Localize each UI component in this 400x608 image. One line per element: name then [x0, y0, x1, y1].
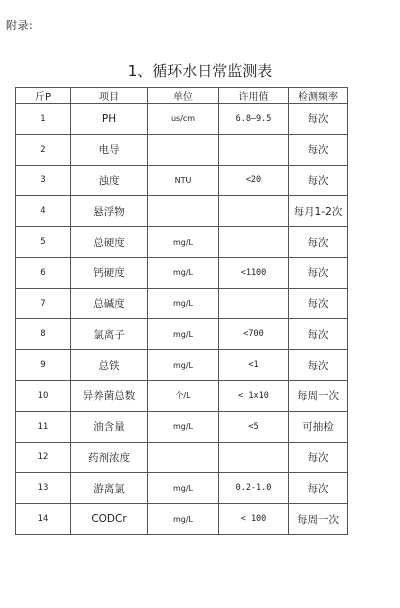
cell-allowed-value: <700	[219, 319, 289, 350]
cell-allowed-value	[219, 196, 289, 227]
cell-item: PH	[71, 104, 148, 135]
cell-index: 7	[16, 288, 71, 319]
cell-unit	[148, 196, 219, 227]
table-row	[16, 165, 348, 196]
cell-index: 4	[16, 196, 71, 227]
cell-item: 钙硬度	[71, 257, 148, 288]
table-row	[16, 381, 348, 412]
cell-unit	[148, 134, 219, 165]
cell-unit: mg/L	[148, 350, 219, 381]
cell-index: 6	[16, 257, 71, 288]
table-title: 1、循环水日常监测表	[127, 62, 273, 80]
cell-frequency: 每次	[289, 227, 348, 258]
cell-unit: mg/L	[148, 504, 219, 535]
appendix-label: 附录:	[6, 19, 34, 32]
cell-item: 游离氯	[71, 473, 148, 504]
cell-allowed-value: 0.2-1.0	[219, 473, 289, 504]
cell-item: CODCr	[71, 504, 148, 535]
header-frequency: 检测频率	[289, 88, 348, 104]
cell-allowed-value: <1100	[219, 257, 289, 288]
cell-unit: mg/L	[148, 411, 219, 442]
table-row	[16, 319, 348, 350]
cell-unit: mg/L	[148, 227, 219, 258]
cell-index: 3	[16, 165, 71, 196]
cell-index: 1	[16, 104, 71, 135]
cell-item: 总铁	[71, 350, 148, 381]
cell-frequency: 每次	[289, 473, 348, 504]
table-row	[16, 257, 348, 288]
cell-item: 浊度	[71, 165, 148, 196]
table-row	[16, 134, 348, 165]
cell-frequency: 每周一次	[289, 504, 348, 535]
cell-index: 13	[16, 473, 71, 504]
cell-unit: us/cm	[148, 104, 219, 135]
table-row	[16, 288, 348, 319]
cell-index: 12	[16, 442, 71, 473]
cell-allowed-value: <1	[219, 350, 289, 381]
cell-item: 总硬度	[71, 227, 148, 258]
cell-frequency: 每月1-2次	[289, 196, 348, 227]
cell-frequency: 每次	[289, 165, 348, 196]
cell-index: 14	[16, 504, 71, 535]
cell-item: 药剂浓度	[71, 442, 148, 473]
header-item: 项目	[71, 88, 148, 104]
cell-frequency: 可抽检	[289, 411, 348, 442]
header-index: 斤P	[16, 88, 71, 104]
cell-frequency: 每周一次	[289, 381, 348, 412]
table-row	[16, 411, 348, 442]
cell-allowed-value: 6.8—9.5	[219, 104, 289, 135]
table-header-row	[16, 88, 348, 104]
cell-index: 9	[16, 350, 71, 381]
cell-unit: 个/L	[148, 381, 219, 412]
header-allowed-value: 许用值	[219, 88, 289, 104]
cell-unit: mg/L	[148, 257, 219, 288]
cell-index: 11	[16, 411, 71, 442]
table-row	[16, 350, 348, 381]
cell-frequency: 每次	[289, 319, 348, 350]
cell-allowed-value	[219, 134, 289, 165]
cell-item: 油含量	[71, 411, 148, 442]
cell-frequency: 每次	[289, 257, 348, 288]
cell-allowed-value: <5	[219, 411, 289, 442]
cell-frequency: 每次	[289, 134, 348, 165]
cell-allowed-value: < 1x10	[219, 381, 289, 412]
cell-allowed-value: < 100	[219, 504, 289, 535]
cell-unit: NTU	[148, 165, 219, 196]
table-row	[16, 504, 348, 535]
cell-unit	[148, 442, 219, 473]
cell-allowed-value	[219, 288, 289, 319]
cell-allowed-value	[219, 442, 289, 473]
table-row	[16, 442, 348, 473]
cell-index: 8	[16, 319, 71, 350]
cell-allowed-value	[219, 227, 289, 258]
table-row	[16, 104, 348, 135]
monitoring-table	[15, 87, 348, 535]
cell-item: 总碱度	[71, 288, 148, 319]
cell-unit: mg/L	[148, 473, 219, 504]
cell-index: 2	[16, 134, 71, 165]
table-row	[16, 473, 348, 504]
cell-frequency: 每次	[289, 442, 348, 473]
cell-index: 5	[16, 227, 71, 258]
cell-frequency: 每次	[289, 288, 348, 319]
cell-allowed-value: <20	[219, 165, 289, 196]
cell-frequency: 每次	[289, 350, 348, 381]
cell-item: 电导	[71, 134, 148, 165]
header-unit: 单位	[148, 88, 219, 104]
cell-item: 异养菌总数	[71, 381, 148, 412]
cell-unit: mg/L	[148, 319, 219, 350]
cell-unit: mg/L	[148, 288, 219, 319]
cell-index: 10	[16, 381, 71, 412]
table-row	[16, 227, 348, 258]
cell-item: 悬浮物	[71, 196, 148, 227]
cell-frequency: 每次	[289, 104, 348, 135]
table-row	[16, 196, 348, 227]
cell-item: 氯离子	[71, 319, 148, 350]
